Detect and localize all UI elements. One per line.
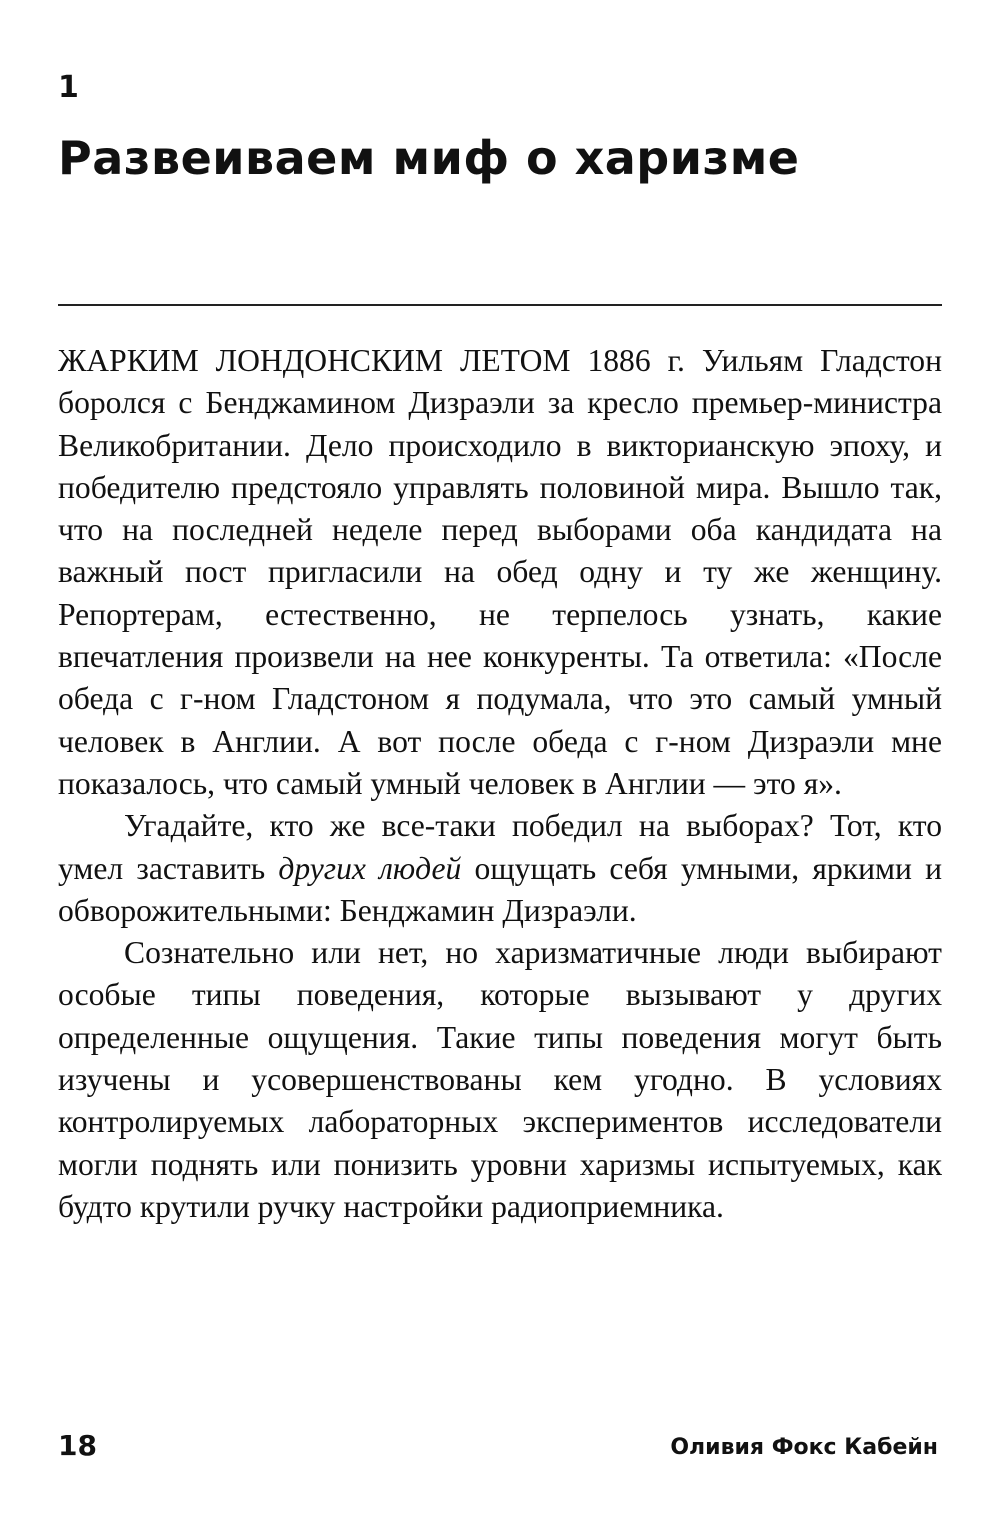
paragraph-2-end: ощущать себя умными, яркими и обворожительными: Бенджамин Дизраэли. — [58, 850, 942, 928]
paragraph-3: Сознательно или нет, но харизматичные люди выбирают особые типы поведения, которые вызывают у других определенные ощущения. Такие типы поведения могут быть изучены и усовершенствованы кем угодно. В условиях контролируемых лабораторных экспериментов исследователи могли поднять или понизить уровни харизмы испытуемых, как будто крутили ручку настройки радиоприемника. — [58, 935, 942, 1224]
body-text — [58, 340, 942, 1228]
running-footer-author: Оливия Фокс Кабейн — [670, 1435, 938, 1460]
paragraph-2 — [58, 805, 942, 932]
paragraph-2-emphasis: других людей — [278, 850, 462, 886]
chapter-number: 1 — [58, 70, 79, 105]
chapter-title: Развеиваем миф о харизме — [58, 131, 800, 185]
page-number: 18 — [58, 1429, 97, 1462]
paragraph-1: ЖАРКИМ ЛОНДОНСКИМ ЛЕТОМ 1886 г. Уильям Гладстон боролся с Бенджамином Дизраэли за кресло премьер-министра Великобритании. Дело происходило в викторианскую эпоху, и победителю предстояло управлять половиной мира. Вышло так, что на последней неделе перед выборами оба кандидата на важный пост пригласили на обед одну и ту же женщину. Репортерам, естественно, не терпелось узнать, какие впечатления произвели на нее конкуренты. Та ответила: «После обеда с г-ном Гладстоном я подумала, что это самый умный человек в Англии. А вот после обеда с г-ном Дизраэли мне показалось, что самый умный человек в Англии — это я». — [58, 343, 942, 801]
paragraph-2-start: Угадайте, кто же все-таки победил на выборах? Тот, кто умел заставить — [58, 808, 942, 886]
title-divider — [58, 304, 942, 306]
